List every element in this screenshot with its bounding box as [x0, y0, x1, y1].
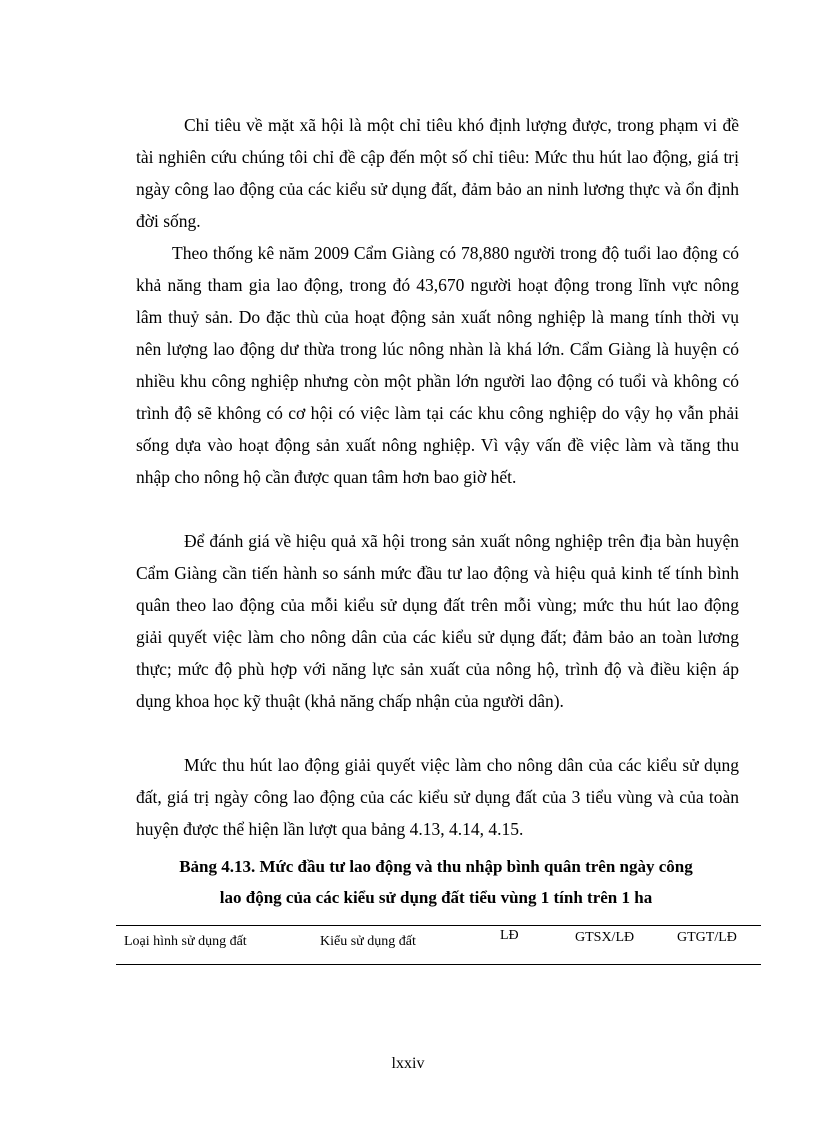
paragraph-evaluation-method: Để đánh giá về hiệu quả xã hội trong sản xuất nông nghiệp trên địa bàn huyện Cẩm Giàng cần tiến hành so sánh mức đầu tư lao động và hiệu quả kinh tế tính bình quân theo lao động của mỗi kiểu sử dụng đất trên mỗi vùng; mức thu hút lao động giải quyết việc làm cho nông dân của các kiểu sử dụng đất; đảm bảo an toàn lương thực; mức độ phù hợp với năng lực sản xuất của nông hộ, trình độ và điều kiện áp dụng khoa học kỹ thuật (khả năng chấp nhận của người dân). [136, 531, 739, 711]
header-gross-output-per-labor: GTSX/LĐ [575, 930, 635, 945]
paragraph-social-indicators: Chỉ tiêu về mặt xã hội là một chỉ tiêu khó định lượng được, trong phạm vi đề tài nghiên cứu chúng tôi chỉ đề cập đến một số chỉ tiêu: Mức thu hút lao động, giá trị ngày công lao động của các kiểu sử dụng đất, đảm bảo an ninh lương thực và ổn định đời sống. [136, 115, 739, 231]
paragraph-table-intro: Mức thu hút lao động giải quyết việc làm cho nông dân của các kiểu sử dụng đất, giá trị ngày công lao động của các kiểu sử dụng đất của 3 tiểu vùng và của toàn huyện được thể hiện lần lượt qua bảng 4.13, 4.14, 4.15. [136, 755, 739, 839]
paragraph-labor-statistics: Theo thống kê năm 2009 Cẩm Giàng có 78,880 người trong độ tuổi lao động có khả năng tham gia lao động, trong đó 43,670 người hoạt động trong lĩnh vực nông lâm thuỷ sản. Do đặc thù của hoạt động sản xuất nông nghiệp là mang tính thời vụ nên lượng lao động dư thừa trong lúc nông nhàn là khá lớn. Cẩm Giàng là huyện có nhiều khu công nghiệp nhưng còn một phần lớn người lao động có tuổi và không có trình độ sẽ không có cơ hội có việc làm tại các khu công nghiệp do vậy họ vẫn phải sống dựa vào hoạt động sản xuất nông nghiệp. Vì vậy vấn đề việc làm và tăng thu nhập cho nông hộ cần được quan tâm hơn bao giờ hết. [136, 243, 739, 487]
table-caption-line1: Bảng 4.13. Mức đầu tư lao động và thu nhập bình quân trên ngày công [179, 857, 693, 876]
header-labor: LĐ [500, 928, 519, 943]
table-caption-line2: lao động của các kiểu sử dụng đất tiểu vùng 1 tính trên 1 ha [219, 888, 653, 907]
table-header-bottom-rule [116, 964, 761, 965]
header-land-use-pattern: Kiểu sử dụng đất [320, 934, 416, 949]
table-top-rule [116, 925, 761, 926]
page-number: lxxiv [391, 1055, 425, 1072]
header-value-added-per-labor: GTGT/LĐ [677, 930, 737, 945]
header-land-use-type: Loại hình sử dụng đất [124, 934, 247, 949]
